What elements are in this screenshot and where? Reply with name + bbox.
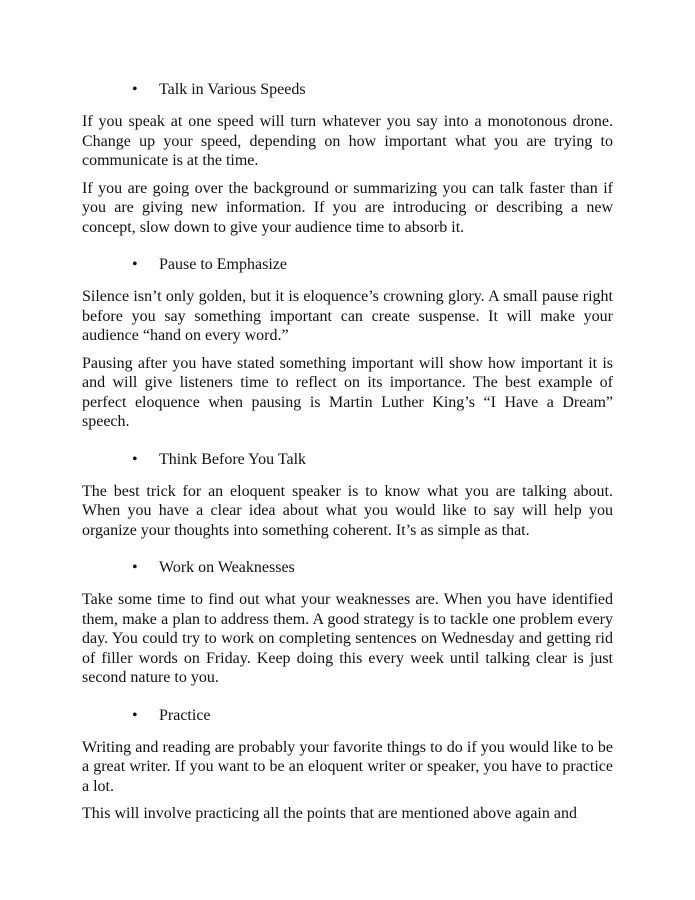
bullet-dot-icon: • <box>132 559 138 576</box>
bullet-heading-think <box>82 450 613 472</box>
heading-text: Think Before You Talk <box>159 450 307 468</box>
paragraph: If you are going over the background or summarizing you can talk faster than if you are giving new information. If you are introducing or describing a new concept, slow down to give your audience time to absorb it. <box>82 179 613 236</box>
heading-text: Practice <box>159 706 211 724</box>
document-page <box>82 80 613 832</box>
paragraph: Silence isn’t only golden, but it is eloquence’s crowning glory. A small pause right before you say something important can create suspense. It will make your audience “hand on every word.” <box>82 288 613 344</box>
paragraph: The best trick for an eloquent speaker is to know what you are talking about. When you have a clear idea about what you would like to say will help you organize your thoughts into something coherent. It’s as simple as that. <box>82 482 613 539</box>
bullet-heading-pause <box>82 255 613 277</box>
paragraph: Take some time to find out what your weaknesses are. When you have identified them, make a plan to address them. A good strategy is to tackle one problem every day. You could try to work on completing sentences on Wednesday and getting rid of filler words on Friday. Keep doing this every week until talking clear is just second nature to you. <box>82 591 613 686</box>
paragraph: This will involve practicing all the points that are mentioned above again and <box>82 805 577 822</box>
paragraph: If you speak at one speed will turn whatever you say into a monotonous drone. Change up your speed, depending on how important what you are trying to communicate is at the time. <box>82 113 613 169</box>
bullet-heading-weaknesses <box>82 558 613 580</box>
paragraph: Pausing after you have stated something important will show how important it is and will give listeners time to reflect on its importance. The best example of perfect eloquence when pausing is Martin Luther King’s “I Have a Dream” speech. <box>82 354 613 430</box>
bullet-dot-icon: • <box>132 81 138 98</box>
bullet-heading-practice <box>82 706 613 728</box>
heading-text: Pause to Emphasize <box>159 256 287 273</box>
bullet-heading-talk-speeds <box>82 80 613 102</box>
bullet-dot-icon: • <box>132 450 138 468</box>
bullet-dot-icon: • <box>132 706 138 724</box>
heading-text: Work on Weaknesses <box>159 559 295 576</box>
heading-text: Talk in Various Speeds <box>159 81 306 98</box>
paragraph: Writing and reading are probably your favorite things to do if you would like to be a great writer. If you want to be an eloquent writer or speaker, you have to practice a lot. <box>82 738 613 795</box>
bullet-dot-icon: • <box>132 256 138 273</box>
